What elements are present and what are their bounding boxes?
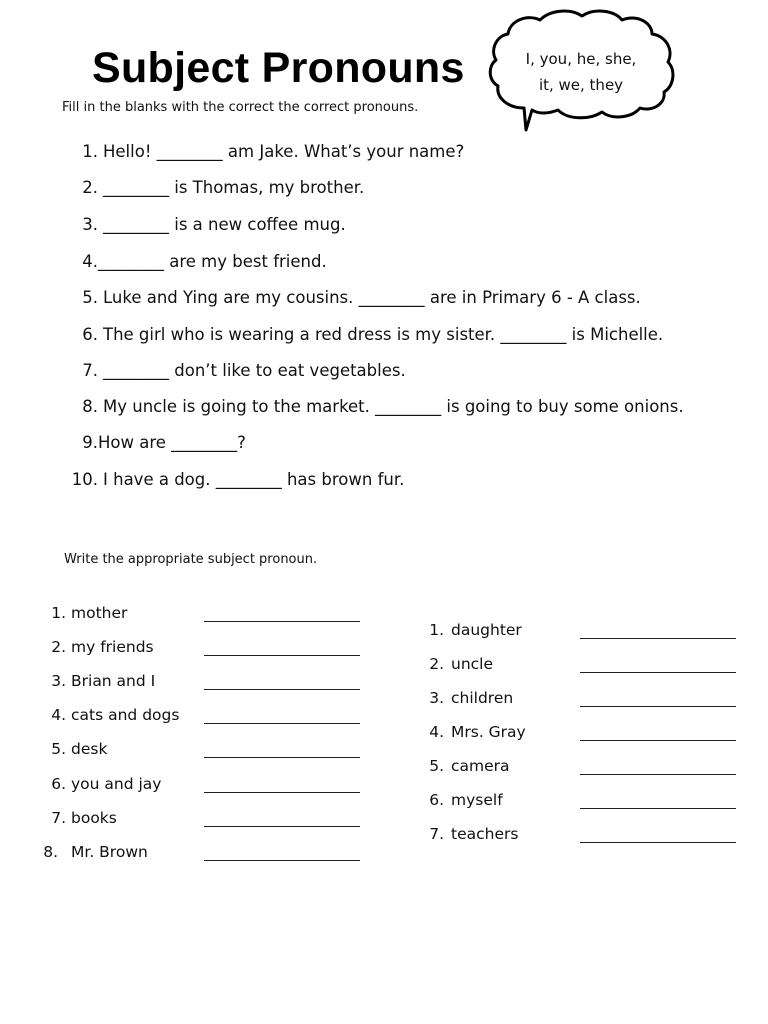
sentence-item: 7. ________ don’t like to eat vegetables. xyxy=(82,361,406,380)
sentence-item: 8. My uncle is going to the market. ________ is going to buy some onions. xyxy=(82,397,684,416)
sentence-item: 5. Luke and Ying are my cousins. ________ are in Primary 6 - A class. xyxy=(82,288,641,307)
list-item: 4. Mrs. Gray xyxy=(0,723,760,747)
sentence-item: 3. ________ is a new coffee mug. xyxy=(82,215,346,234)
answer-line[interactable] xyxy=(204,860,360,861)
list-item: 6. you and jay xyxy=(0,775,760,799)
pronoun-list-line-2: it, we, they xyxy=(538,76,624,94)
list-item: 3. children xyxy=(0,689,760,713)
page-title: Subject Pronouns xyxy=(92,44,465,92)
list-item: 5. desk xyxy=(0,740,760,764)
list-item: 5. camera xyxy=(0,757,760,781)
list-item: 6. myself xyxy=(0,791,760,815)
sentence-item: 10. I have a dog. ________ has brown fur. xyxy=(71,470,405,489)
answer-line[interactable] xyxy=(580,672,736,673)
answer-line[interactable] xyxy=(580,774,736,775)
answer-line[interactable] xyxy=(580,808,736,809)
list-item: 2. my friends xyxy=(0,638,760,662)
list-item: 7. books xyxy=(0,809,760,833)
sentence-item: 6. The girl who is wearing a red dress is my sister. ________ is Michelle. xyxy=(82,325,664,344)
list-item: 7. teachers xyxy=(0,825,760,849)
list-item: 1. daughter xyxy=(0,621,760,645)
sentence-item: 1. Hello! ________ am Jake. What’s your name? xyxy=(82,142,465,161)
pronoun-list-line-1: I, you, he, she, xyxy=(525,50,637,68)
answer-line[interactable] xyxy=(580,740,736,741)
pronoun-list xyxy=(506,46,656,98)
instruction-write-pronoun: Write the appropriate subject pronoun. xyxy=(64,552,318,567)
answer-line[interactable] xyxy=(580,842,736,843)
list-item: 8. Mr. Brown xyxy=(0,843,760,867)
speech-bubble xyxy=(486,4,678,134)
sentence-item: 4. ________ are my best friend. xyxy=(82,252,327,271)
sentence-item: 9. How are ________? xyxy=(82,433,246,452)
sentence-item: 2. ________ is Thomas, my brother. xyxy=(82,178,365,197)
list-item: 4. cats and dogs xyxy=(0,706,760,730)
answer-line[interactable] xyxy=(580,638,736,639)
list-item: 1. mother xyxy=(0,604,760,628)
list-item: 2. uncle xyxy=(0,655,760,679)
instruction-fill-blanks: Fill in the blanks with the correct the correct pronouns. xyxy=(62,100,419,115)
answer-line[interactable] xyxy=(580,706,736,707)
list-item: 3. Brian and I xyxy=(0,672,760,696)
